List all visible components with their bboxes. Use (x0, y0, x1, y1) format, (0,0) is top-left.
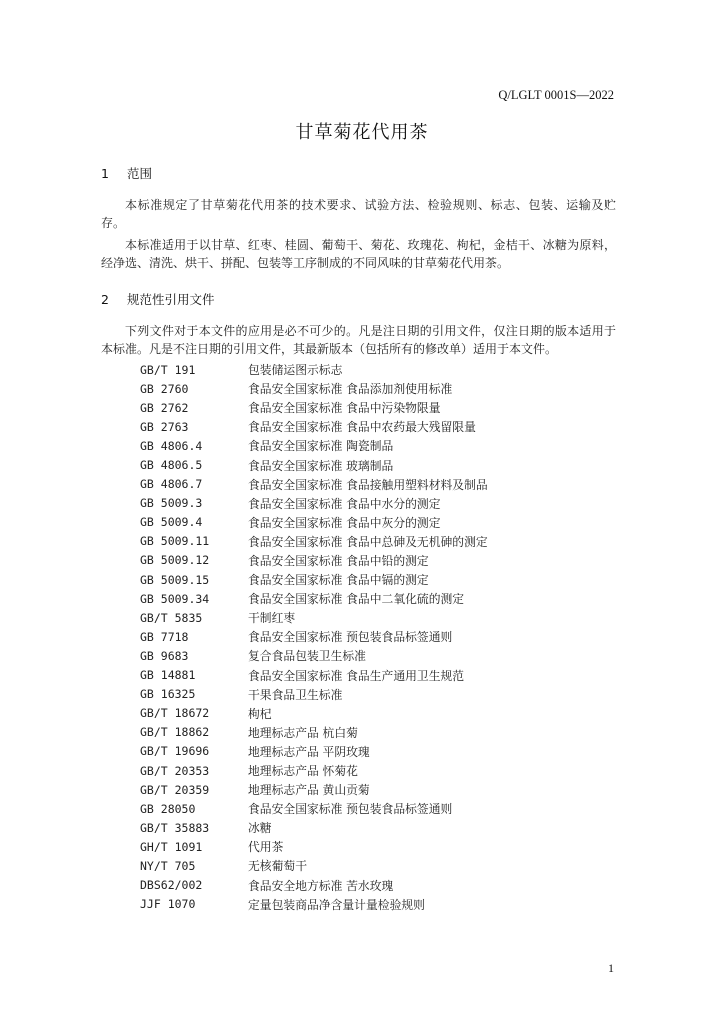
reference-row (140, 723, 610, 742)
reference-code: GB 5009.15 (140, 572, 210, 587)
reference-row (140, 475, 610, 494)
reference-row (140, 455, 610, 474)
reference-code: GB/T 35883 (140, 820, 210, 835)
reference-code: GB 14881 (140, 668, 196, 683)
reference-title: 地理标志产品 怀菊花 (248, 764, 358, 779)
applicability-paragraph: 本标准适用于以甘草、红枣、桂圆、葡萄干、菊花、玫瑰花、枸杞，金桔干、冰糖为原料，经净选、清洗、烘干、拼配、包装等工序制成的不同风味的甘草菊花代用茶。 (101, 238, 616, 270)
reference-title: 食品安全国家标准 陶瓷制品 (248, 439, 394, 454)
reference-code: GB 28050 (140, 801, 196, 816)
reference-row (140, 608, 610, 627)
section-title: 规范性引用文件 (127, 292, 215, 307)
reference-code: GB 2763 (140, 419, 189, 434)
reference-title: 地理标志产品 平阴玫瑰 (248, 744, 370, 759)
reference-row (140, 895, 610, 914)
reference-row (140, 837, 610, 856)
page-number: 1 (608, 961, 614, 975)
reference-title: 食品安全国家标准 食品中总砷及无机砷的测定 (248, 534, 488, 549)
reference-row (140, 685, 610, 704)
reference-row (140, 589, 610, 608)
section-heading-normative-references (101, 290, 215, 308)
reference-code: GB 4806.5 (140, 458, 203, 473)
reference-code: GB 4806.4 (140, 438, 203, 453)
scope-paragraph: 本标准规定了甘草菊花代用茶的技术要求、试验方法、检验规则、标志、包装、运输及贮存。 (101, 198, 616, 230)
reference-title: 食品安全国家标准 食品接触用塑料材料及制品 (248, 477, 488, 492)
reference-title: 无核葡萄干 (248, 859, 307, 874)
reference-title: 食品安全国家标准 预包装食品标签通则 (248, 802, 453, 817)
reference-title: 定量包装商品净含量计量检验规则 (248, 897, 425, 912)
reference-row (140, 551, 610, 570)
reference-code: GB 5009.34 (140, 591, 210, 606)
reference-row (140, 780, 610, 799)
reference-title: 冰糖 (248, 821, 272, 836)
reference-row (140, 666, 610, 685)
reference-row (140, 398, 610, 417)
reference-title: 复合食品包装卫生标准 (248, 649, 366, 664)
reference-row (140, 799, 610, 818)
reference-row (140, 627, 610, 646)
reference-row (140, 360, 610, 379)
reference-code: GB/T 18862 (140, 725, 210, 740)
reference-code: DBS62/002 (140, 878, 203, 893)
reference-title: 干果食品卫生标准 (248, 687, 343, 702)
reference-code: NY/T 705 (140, 858, 196, 873)
reference-title: 枸杞 (248, 706, 272, 721)
reference-code: GB/T 5835 (140, 610, 203, 625)
reference-code: GB 16325 (140, 687, 196, 702)
reference-row (140, 436, 610, 455)
reference-title: 食品安全国家标准 食品添加剂使用标准 (248, 382, 453, 397)
reference-title: 食品安全国家标准 食品中铅的测定 (248, 553, 429, 568)
reference-code: GB/T 20353 (140, 763, 210, 778)
reference-code: GB 4806.7 (140, 477, 203, 492)
reference-title: 包装储运图示标志 (248, 363, 343, 378)
reference-title: 食品安全国家标准 玻璃制品 (248, 458, 394, 473)
reference-title: 代用茶 (248, 840, 284, 855)
reference-code: GB 5009.3 (140, 496, 203, 511)
reference-title: 食品安全国家标准 食品中灰分的测定 (248, 515, 441, 530)
reference-title: 食品安全国家标准 预包装食品标签通则 (248, 630, 453, 645)
reference-code: GB/T 19696 (140, 744, 210, 759)
reference-title: 干制红枣 (248, 611, 296, 626)
reference-row (140, 646, 610, 665)
reference-code: GB 5009.12 (140, 553, 210, 568)
reference-title: 食品安全国家标准 食品中农药最大残留限量 (248, 420, 476, 435)
reference-code: GB/T 191 (140, 362, 196, 377)
reference-title: 食品安全国家标准 食品中污染物限量 (248, 401, 441, 416)
reference-title: 地理标志产品 黄山贡菊 (248, 783, 370, 798)
reference-code: GB 2762 (140, 400, 189, 415)
reference-row (140, 494, 610, 513)
reference-code: GB/T 18672 (140, 706, 210, 721)
section-heading-scope (101, 164, 152, 182)
section-number: 2 (101, 292, 109, 307)
reference-row (140, 379, 610, 398)
reference-row (140, 532, 610, 551)
standard-code: Q/LGLT 0001S—2022 (498, 88, 614, 102)
reference-row (140, 856, 610, 875)
reference-code: GB 7718 (140, 629, 189, 644)
document-title: 甘草菊花代用茶 (295, 122, 429, 143)
reference-row (140, 742, 610, 761)
reference-code: GB 5009.11 (140, 534, 210, 549)
reference-row (140, 570, 610, 589)
reference-row (140, 818, 610, 837)
reference-title: 食品安全地方标准 苦水玫瑰 (248, 878, 394, 893)
reference-code: JJF 1070 (140, 897, 196, 912)
reference-code: GB 2760 (140, 381, 189, 396)
reference-row (140, 761, 610, 780)
reference-title: 食品安全国家标准 食品中二氧化硫的测定 (248, 592, 465, 607)
section-title: 范围 (127, 166, 153, 181)
reference-code: GH/T 1091 (140, 839, 203, 854)
references-intro-paragraph: 下列文件对于本文件的应用是必不可少的。凡是注日期的引用文件，仅注日期的版本适用于本标准。凡是不注日期的引用文件，其最新版本（包括所有的修改单）适用于本文件。 (101, 324, 616, 356)
reference-title: 食品安全国家标准 食品生产通用卫生规范 (248, 668, 465, 683)
reference-row (140, 876, 610, 895)
reference-row (140, 513, 610, 532)
reference-row (140, 704, 610, 723)
reference-title: 食品安全国家标准 食品中水分的测定 (248, 496, 441, 511)
reference-code: GB 5009.4 (140, 515, 203, 530)
reference-row (140, 417, 610, 436)
section-number: 1 (101, 166, 109, 181)
reference-list (140, 360, 610, 914)
reference-code: GB/T 20359 (140, 782, 210, 797)
reference-title: 地理标志产品 杭白菊 (248, 725, 358, 740)
reference-title: 食品安全国家标准 食品中镉的测定 (248, 573, 429, 588)
reference-code: GB 9683 (140, 648, 189, 663)
